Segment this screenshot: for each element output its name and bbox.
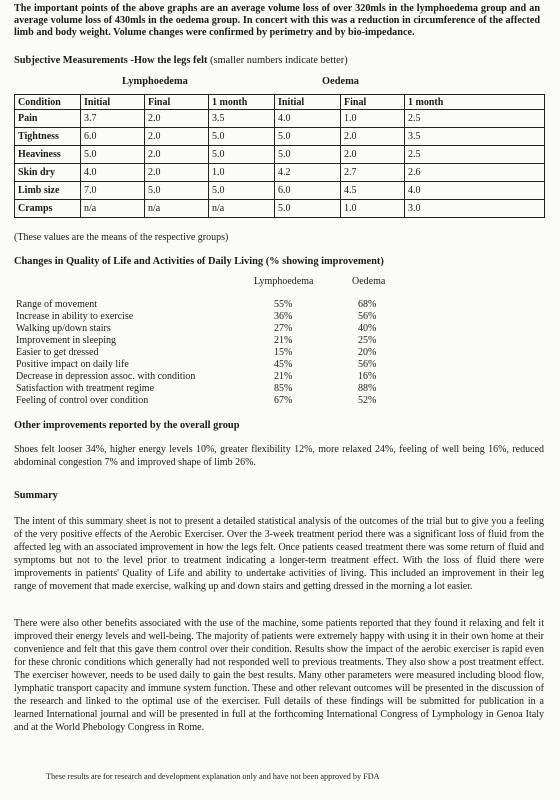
list-item xyxy=(16,323,536,334)
column-header: Final xyxy=(341,95,405,110)
quality-item-label: Positive impact on daily life xyxy=(16,359,129,370)
row-label: Heaviness xyxy=(15,146,81,164)
subjective-heading-note: (smaller numbers indicate better) xyxy=(210,55,348,66)
quality-column-header-lymphoedema: Lymphoedema xyxy=(254,276,314,287)
list-item xyxy=(16,335,536,346)
other-improvements-text: Shoes felt looser 34%, higher energy levels 10%, greater flexibility 12%, more relaxed 24%, feeling of well being 16%, reduced abdominal congestion 7% and improved shape of limb 26%. xyxy=(14,444,544,468)
table-cell: 7.0 xyxy=(81,182,145,200)
table-cell: 5.0 xyxy=(209,128,275,146)
summary-paragraph-2: There were also other benefits associated with the use of the machine, some patients reported that they found it relaxing and felt it improved their energy levels and well-being. The majority of patients were extremely happy with using it in their own home at their convenience and felt that this gave them control over their condition. Results show the impact of the aerobic exerciser is rapid even for these chronic conditions which generally had not responded well to previous treatments. They also show a post treatment effect. The exerciser however, needs to be used daily to gain the best results. Many other parameters were measured including blood flow, lymphatic transport capacity and immune system function. These and other relevant outcomes will be presented in the discussion of the research and linked to the optimal use of the exerciser. Full details of these findings will be submitted for publication in a learned International journal and will be presented in full at the forthcoming International Congress of Lymphology in Genoa Italy and at the World Phebology Congress in Rome. xyxy=(14,618,544,733)
quality-item-lymphoedema-value: 85% xyxy=(274,383,293,394)
quality-item-label: Improvement in sleeping xyxy=(16,335,116,346)
table-footnote: (These values are the means of the respective groups) xyxy=(14,232,229,243)
row-label: Cramps xyxy=(15,200,81,218)
table-cell: 3.5 xyxy=(209,110,275,128)
table-cell: n/a xyxy=(145,200,209,218)
table-cell: 3.7 xyxy=(81,110,145,128)
table-cell: 5.0 xyxy=(145,182,209,200)
table-row xyxy=(15,146,545,164)
column-header: 1 month xyxy=(209,95,275,110)
row-label: Limb size xyxy=(15,182,81,200)
list-item xyxy=(16,359,536,370)
table-cell: 4.5 xyxy=(341,182,405,200)
table-row xyxy=(15,182,545,200)
quality-column-header-oedema: Oedema xyxy=(352,276,386,287)
quality-item-lymphoedema-value: 67% xyxy=(274,395,293,406)
quality-item-label: Easier to get dressed xyxy=(16,347,99,358)
quality-item-label: Walking up/down stairs xyxy=(16,323,111,334)
other-improvements-heading: Other improvements reported by the overall group xyxy=(14,420,240,431)
intro-paragraph: The important points of the above graphs are an average volume loss of over 320mls in the lymphoedema group and an average volume loss of 430mls in the oedema group. In concert with this was a reduction in circumference of the affected limb and body weight. Volume changes were confirmed by perimetry and by bio-impedance. xyxy=(14,3,540,39)
subjective-measurements-table xyxy=(14,94,545,218)
table-cell: 5.0 xyxy=(81,146,145,164)
subjective-heading-title: Subjective Measurements -How the legs felt xyxy=(14,55,208,66)
row-label: Pain xyxy=(15,110,81,128)
table-header-row xyxy=(15,95,545,110)
table-cell: 3.0 xyxy=(405,200,545,218)
table-row xyxy=(15,110,545,128)
quality-item-lymphoedema-value: 21% xyxy=(274,371,293,382)
list-item xyxy=(16,347,536,358)
column-header: Initial xyxy=(81,95,145,110)
quality-item-lymphoedema-value: 27% xyxy=(274,323,293,334)
table-cell: 3.5 xyxy=(405,128,545,146)
quality-item-oedema-value: 52% xyxy=(358,395,377,406)
quality-item-lymphoedema-value: 21% xyxy=(274,335,293,346)
table-cell: n/a xyxy=(81,200,145,218)
table-cell: 1.0 xyxy=(341,110,405,128)
table-cell: 4.0 xyxy=(81,164,145,182)
table-cell: 2.7 xyxy=(341,164,405,182)
table-cell: 2.0 xyxy=(145,128,209,146)
table-cell: 2.0 xyxy=(145,164,209,182)
quality-item-lymphoedema-value: 36% xyxy=(274,311,293,322)
group-label-oedema: Oedema xyxy=(322,76,359,87)
quality-item-oedema-value: 68% xyxy=(358,299,377,310)
table-cell: 2.6 xyxy=(405,164,545,182)
summary-paragraph-1: The intent of this summary sheet is not to present a detailed statistical analysis of the outcomes of the trial but to give you a feeling of the very positive effects of the Aerobic Exerciser. Over the 3-week treatment period there was a significant loss of fluid from the affected leg with an associated improvement in how the legs felt. Once patients ceased treatment there was some return of fluid and symptoms but not to the level prior to treatment indicating a longer-term treatment effect. With the loss of fluid there were improvements in patients' Quality of Life and ability to undertake activities of living. This included an improvement in their leg range of movement that made exercise, walking up and down stairs and getting dressed in the morning a lot easier. xyxy=(14,516,544,592)
list-item xyxy=(16,371,536,382)
quality-item-lymphoedema-value: 45% xyxy=(274,359,293,370)
summary-heading: Summary xyxy=(14,490,58,501)
quality-item-label: Increase in ability to exercise xyxy=(16,311,134,322)
table-cell: 4.2 xyxy=(275,164,341,182)
quality-item-label: Decrease in depression assoc. with condition xyxy=(16,371,196,382)
table-cell: 2.0 xyxy=(145,110,209,128)
table-row xyxy=(15,200,545,218)
quality-item-oedema-value: 56% xyxy=(358,311,377,322)
quality-item-oedema-value: 88% xyxy=(358,383,377,394)
table-cell: 5.0 xyxy=(209,182,275,200)
quality-item-oedema-value: 40% xyxy=(358,323,377,334)
quality-of-life-heading: Changes in Quality of Life and Activities of Daily Living (% showing improvement) xyxy=(14,256,384,267)
table-cell: 4.0 xyxy=(405,182,545,200)
table-row xyxy=(15,128,545,146)
table-cell: 5.0 xyxy=(275,200,341,218)
table-cell: 5.0 xyxy=(209,146,275,164)
row-label: Tightness xyxy=(15,128,81,146)
quality-item-label: Feeling of control over condition xyxy=(16,395,149,406)
table-cell: n/a xyxy=(209,200,275,218)
table-cell: 6.0 xyxy=(275,182,341,200)
row-label: Skin dry xyxy=(15,164,81,182)
table-cell: 2.0 xyxy=(145,146,209,164)
table-cell: 5.0 xyxy=(275,146,341,164)
quality-item-label: Satisfaction with treatment regime xyxy=(16,383,155,394)
quality-item-lymphoedema-value: 55% xyxy=(274,299,293,310)
table-cell: 5.0 xyxy=(275,128,341,146)
table-cell: 1.0 xyxy=(209,164,275,182)
table-cell: 1.0 xyxy=(341,200,405,218)
quality-item-lymphoedema-value: 15% xyxy=(274,347,293,358)
column-header: Condition xyxy=(15,95,81,110)
quality-item-oedema-value: 16% xyxy=(358,371,377,382)
table-cell: 2.0 xyxy=(341,128,405,146)
quality-item-label: Range of movement xyxy=(16,299,98,310)
table-cell: 2.5 xyxy=(405,146,545,164)
column-header: Initial xyxy=(275,95,341,110)
quality-item-oedema-value: 25% xyxy=(358,335,377,346)
list-item xyxy=(16,383,536,394)
table-cell: 2.0 xyxy=(341,146,405,164)
column-header: Final xyxy=(145,95,209,110)
subjective-heading xyxy=(14,55,348,66)
table-row xyxy=(15,164,545,182)
table-cell: 2.5 xyxy=(405,110,545,128)
list-item xyxy=(16,395,536,406)
list-item xyxy=(16,299,536,310)
quality-item-oedema-value: 20% xyxy=(358,347,377,358)
quality-item-oedema-value: 56% xyxy=(358,359,377,370)
group-label-lymphoedema: Lymphoedema xyxy=(122,76,188,87)
fda-disclaimer: These results are for research and development explanation only and have not been approved by FDA xyxy=(46,772,380,781)
table-cell: 4.0 xyxy=(275,110,341,128)
column-header: 1 month xyxy=(405,95,545,110)
table-cell: 6.0 xyxy=(81,128,145,146)
list-item xyxy=(16,311,536,322)
